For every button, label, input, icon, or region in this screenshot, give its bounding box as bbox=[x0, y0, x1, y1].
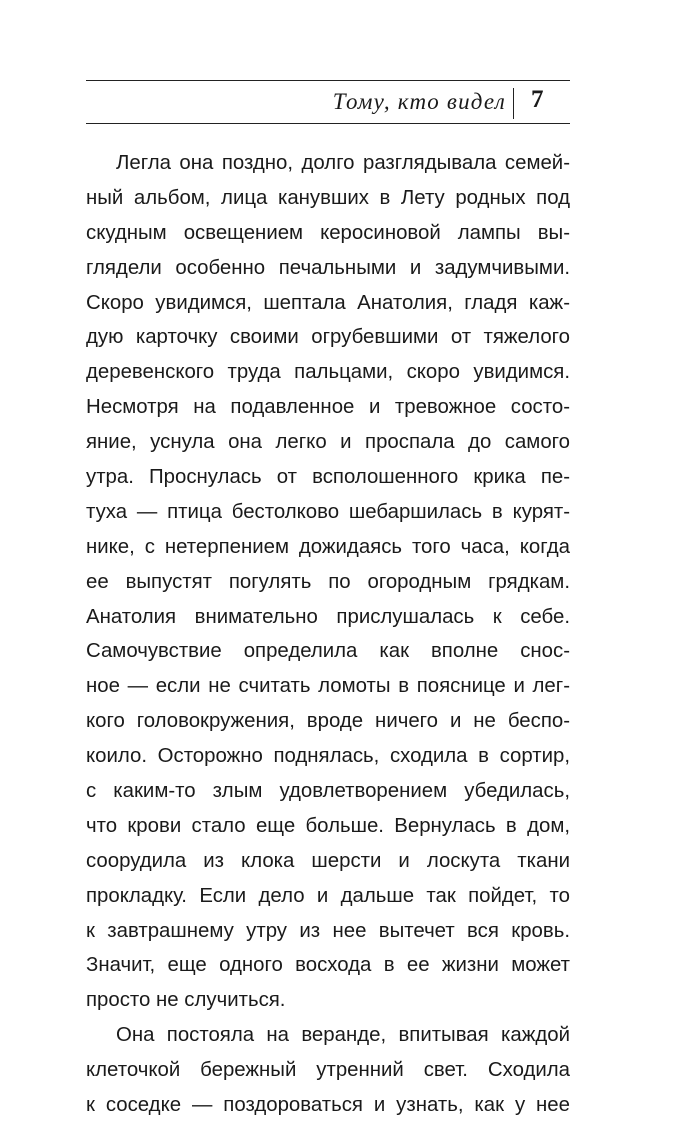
text-line: просто не случиться. bbox=[86, 989, 286, 1012]
text-line: с каким-то злым удовлетворением убедилась, bbox=[86, 780, 570, 803]
text-line: Анатолия внимательно прислушалась к себе. bbox=[86, 605, 570, 628]
text-line: глядели особенно печальными и задумчивыми. bbox=[86, 256, 570, 279]
text-line: что крови стало еще больше. Вернулась в дом, bbox=[86, 814, 570, 837]
header-rule-bottom bbox=[86, 123, 570, 124]
text-line: яние, уснула она легко и проспала до самого bbox=[86, 431, 570, 454]
text-line: соорудила из клока шерсти и лоскута ткани bbox=[86, 849, 570, 872]
header-divider bbox=[513, 88, 514, 119]
text-line: дую карточку своими огрубевшими от тяжелого bbox=[86, 326, 570, 349]
text-line: Самочувствие определила как вполне снос- bbox=[86, 640, 570, 663]
text-line: коило. Осторожно поднялась, сходила в сортир, bbox=[86, 745, 570, 768]
text-line: скудным освещением керосиновой лампы вы- bbox=[86, 221, 570, 244]
text-line: Значит, еще одного восхода в ее жизни может bbox=[86, 954, 570, 977]
text-line: ное — если не считать ломоты в пояснице и лег- bbox=[86, 675, 570, 698]
running-head bbox=[86, 80, 570, 124]
text-line: утра. Проснулась от всполошенного крика пе- bbox=[86, 466, 570, 489]
text-line: ный альбом, лица канувших в Лету родных под bbox=[86, 186, 570, 209]
text-line: ее выпустят погулять по огородным грядкам. bbox=[86, 570, 570, 593]
text-line: Скоро увидимся, шептала Анатолия, гладя каж- bbox=[86, 291, 570, 314]
text-line: прокладку. Если дело и дальше так пойдет, то bbox=[86, 884, 570, 907]
body-text bbox=[86, 146, 570, 1123]
text-line: деревенского труда пальцами, скоро увидимся. bbox=[86, 361, 570, 384]
text-line: кого головокружения, вроде ничего и не беспо- bbox=[86, 710, 570, 733]
text-line: Несмотря на подавленное и тревожное состо- bbox=[86, 396, 570, 419]
text-line: Она постояла на веранде, впитывая каждой bbox=[116, 1024, 570, 1047]
text-line: к завтрашнему утру из нее вытечет вся кровь. bbox=[86, 919, 570, 942]
text-line: клеточкой бережный утренний свет. Сходила bbox=[86, 1059, 570, 1082]
text-line: Легла она поздно, долго разглядывала семей- bbox=[116, 152, 570, 174]
text-line: нике, с нетерпением дожидаясь того часа, когда bbox=[86, 535, 570, 558]
page-number: 7 bbox=[531, 86, 544, 113]
header-rule-top bbox=[86, 80, 570, 81]
running-head-title: Тому, кто видел bbox=[332, 89, 506, 114]
text-line: туха — птица бестолково шебаршилась в курят- bbox=[86, 500, 570, 523]
text-line: к соседке — поздороваться и узнать, как у нее bbox=[86, 1094, 570, 1117]
